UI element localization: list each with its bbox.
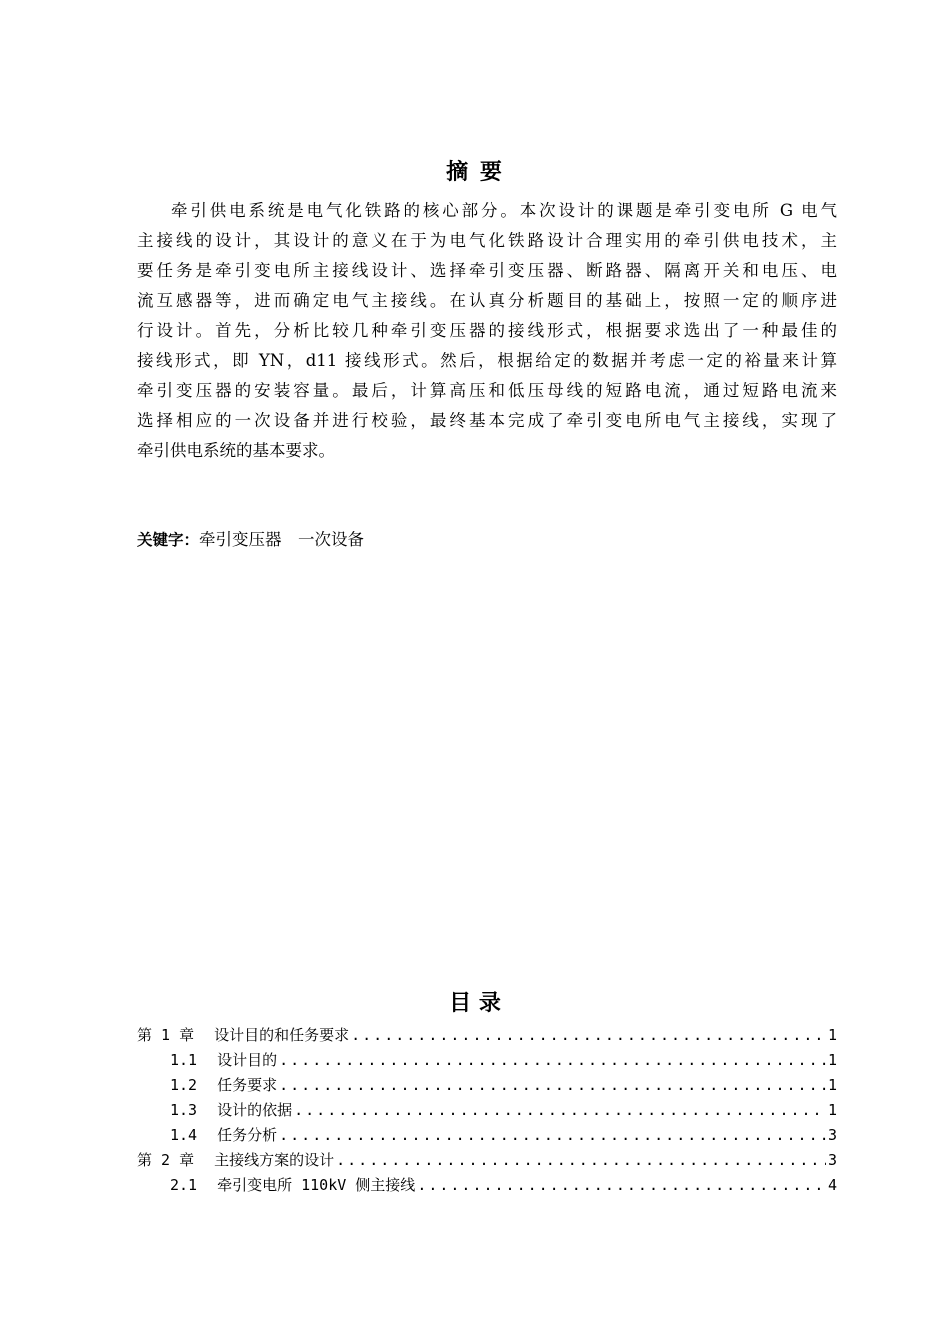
abstract-line: 接线形式，即 YN，d11 接线形式。然后，根据给定的数据并考虑一定的裕量来计算 <box>137 351 837 370</box>
toc-entry-page: 3 <box>827 1151 837 1169</box>
toc-leader-dots <box>351 1026 826 1044</box>
toc-entry[interactable] <box>137 1174 837 1199</box>
toc-entry-page: 3 <box>827 1126 837 1144</box>
abstract-line: 牵引供电系统的基本要求。 <box>137 441 335 460</box>
table-of-contents <box>137 1024 837 1199</box>
keywords-items: 牵引变压器 一次设备 <box>199 530 365 549</box>
toc-leader-dots <box>279 1051 826 1069</box>
toc-entry-page: 1 <box>827 1051 837 1069</box>
abstract-body <box>137 196 837 466</box>
toc-leader-dots <box>294 1101 826 1119</box>
toc-entry-title: 牵引变电所 110kV 侧主接线 <box>217 1176 416 1194</box>
toc-entry[interactable] <box>137 1049 837 1074</box>
toc-entry-number: 第 1 章 <box>137 1026 195 1044</box>
toc-leader-dots <box>336 1151 826 1169</box>
toc-title: 目 录 <box>449 991 501 1016</box>
toc-entry[interactable] <box>137 1024 837 1049</box>
toc-entry-title: 主接线方案的设计 <box>214 1151 335 1169</box>
abstract-line: 主接线的设计，其设计的意义在于为电气化铁路设计合理实用的牵引供电技术，主 <box>137 231 837 250</box>
keywords-label: 关键字： <box>137 531 200 549</box>
toc-entry[interactable] <box>137 1074 837 1099</box>
toc-entry-page: 4 <box>827 1176 837 1194</box>
toc-entry-title: 设计目的和任务要求 <box>214 1026 350 1044</box>
toc-entry[interactable] <box>137 1099 837 1124</box>
toc-entry-number: 1.3 <box>170 1101 198 1119</box>
toc-leader-dots <box>279 1076 826 1094</box>
abstract-line: 牵引变压器的安装容量。最后，计算高压和低压母线的短路电流，通过短路电流来 <box>137 381 837 400</box>
toc-entry-page: 1 <box>827 1101 837 1119</box>
abstract-line: 选择相应的一次设备并进行校验，最终基本完成了牵引变电所电气主接线，实现了 <box>137 411 837 430</box>
abstract-line: 牵引供电系统是电气化铁路的核心部分。本次设计的课题是牵引变电所 G 电气 <box>171 201 837 220</box>
toc-entry-number: 1.2 <box>170 1076 198 1094</box>
toc-leader-dots <box>417 1176 826 1194</box>
toc-entry-number: 第 2 章 <box>137 1151 195 1169</box>
toc-entry-title: 设计的依据 <box>217 1101 293 1119</box>
toc-entry-number: 1.1 <box>170 1051 198 1069</box>
toc-entry-page: 1 <box>827 1076 837 1094</box>
toc-entry[interactable] <box>137 1149 837 1174</box>
abstract-line: 行设计。首先，分析比较几种牵引变压器的接线形式，根据要求选出了一种最佳的 <box>137 321 837 340</box>
abstract-line: 流互感器等，进而确定电气主接线。在认真分析题目的基础上，按照一定的顺序进 <box>137 291 837 310</box>
abstract-title: 摘 要 <box>446 160 504 185</box>
keywords <box>137 526 364 550</box>
toc-entry-number: 1.4 <box>170 1126 198 1144</box>
toc-entry-page: 1 <box>827 1026 837 1044</box>
toc-entry-title: 任务分析 <box>217 1126 278 1144</box>
toc-leader-dots <box>279 1126 826 1144</box>
toc-entry[interactable] <box>137 1124 837 1149</box>
toc-entry-title: 任务要求 <box>217 1076 278 1094</box>
toc-entry-title: 设计目的 <box>217 1051 278 1069</box>
abstract-line: 要任务是牵引变电所主接线设计、选择牵引变压器、断路器、隔离开关和电压、电 <box>137 261 837 280</box>
toc-entry-number: 2.1 <box>170 1176 198 1194</box>
